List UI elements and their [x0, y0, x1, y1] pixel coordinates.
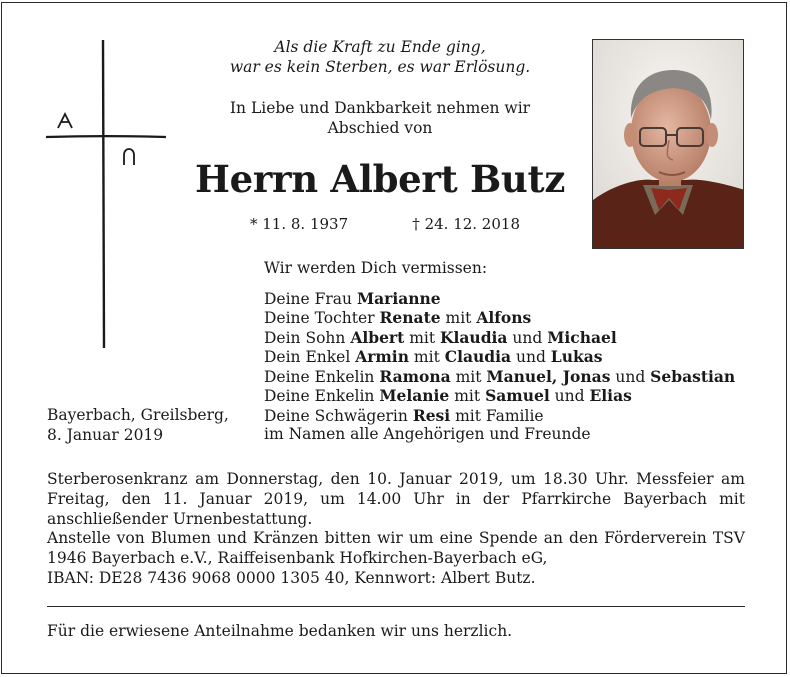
survivor-line: [264, 328, 735, 348]
survivor-name: Marianne: [356, 288, 441, 308]
memorial-verse: [180, 37, 580, 77]
place-and-date: [47, 405, 229, 445]
iban-text: IBAN: DE28 7436 9068 0000 1305 40, Kennwort: Albert Butz.: [47, 568, 536, 587]
survivor-line: [264, 347, 735, 367]
survivor-line: [264, 367, 735, 387]
rosary-and-funeral-text: Sterberosenkranz am Donnerstag, den 10. Januar 2019, um 18.30 Uhr. Messfeier am Freitag, den 11. Januar 2019, um 14.00 Uhr in der Pfarrkirche Bayerbach mit anschließender Urnenbestattung.: [47, 470, 745, 528]
survivor-name: Manuel, Jonas: [486, 366, 611, 386]
survivor-relation-text: Deine Tochter: [264, 309, 380, 327]
survivor-relation-text: mit: [450, 367, 487, 386]
intro-line-1: In Liebe und Dankbarkeit nehmen wir: [229, 99, 531, 117]
survivor-relation-text: und: [610, 367, 651, 386]
survivor-line: [264, 308, 735, 328]
survivor-name: Armin: [355, 347, 409, 366]
thanks-note: Für die erwiesene Anteilnahme bedanken wir uns herzlich.: [47, 622, 513, 640]
survivor-name: Klaudia: [440, 327, 508, 347]
survivors-list: [264, 259, 735, 445]
survivor-name: Lukas: [550, 347, 603, 366]
survivor-name: Renate: [379, 308, 441, 327]
cross-horizontal-stroke: [46, 136, 166, 137]
survivor-relation-text: und: [507, 328, 548, 347]
survivor-relation-text: im Namen alle Angehörigen und Freunde: [264, 425, 591, 443]
survivors-intro: Wir werden Dich vermissen:: [264, 259, 488, 277]
survivor-relation-text: Deine Enkelin: [264, 367, 380, 386]
divider-line: [47, 606, 745, 607]
survivor-name: Albert: [350, 327, 405, 347]
survivor-name: Melanie: [379, 386, 450, 405]
intro-line-2: Abschied von: [327, 119, 433, 137]
survivor-rows: [264, 289, 735, 445]
survivor-relation-text: Deine Frau: [264, 289, 357, 308]
alpha-icon: [58, 114, 72, 128]
survivor-relation-text: Deine Schwägerin: [264, 406, 413, 425]
survivor-relation-text: mit Familie: [450, 406, 544, 425]
survivor-relation-text: mit: [404, 328, 441, 347]
survivor-relation-text: Deine Enkelin: [264, 387, 380, 405]
survivor-relation-text: Dein Sohn: [264, 328, 351, 347]
survivor-relation-text: Dein Enkel: [264, 348, 356, 366]
survivor-name: Michael: [547, 327, 617, 347]
survivor-name: Claudia: [444, 347, 512, 366]
verse-line-2: war es kein Sterben, es war Erlösung.: [229, 58, 531, 76]
survivor-name: Ramona: [379, 366, 451, 386]
survivor-relation-text: mit: [440, 309, 477, 327]
cross-vertical-stroke: [103, 40, 104, 348]
survivor-name: Sebastian: [650, 366, 736, 386]
service-information: [47, 470, 745, 589]
verse-line-1: Als die Kraft zu Ende ging,: [274, 38, 486, 56]
survivor-line: [264, 406, 735, 426]
survivor-relation-text: und: [549, 387, 590, 405]
donation-text: Anstelle von Blumen und Kränzen bitten wir um eine Spende an den Förderverein TSV 1946 Bayerbach e.V., Raiffeisenbank Hofkirchen-Bayerbach eG,: [47, 529, 745, 568]
survivor-relation-text: und: [511, 348, 551, 366]
death-date: † 24. 12. 2018: [412, 215, 520, 233]
survivor-relation-text: mit: [408, 348, 445, 366]
birth-date: * 11. 8. 1937: [250, 215, 349, 233]
deceased-name: Herrn Albert Butz: [194, 157, 566, 201]
survivor-name: Alfons: [476, 308, 532, 327]
survivor-name: Samuel: [485, 386, 550, 405]
cross-symbol: [40, 38, 175, 358]
survivor-name: Elias: [589, 386, 632, 405]
place-location: Bayerbach, Greilsberg,: [47, 406, 229, 424]
survivor-line: [264, 425, 735, 445]
farewell-intro: [180, 98, 580, 138]
omega-icon: [124, 149, 134, 165]
life-dates: [250, 214, 520, 234]
survivor-name: Resi: [412, 405, 451, 425]
place-date: 8. Januar 2019: [47, 426, 164, 444]
survivor-line: [264, 289, 735, 309]
portrait-photo: [592, 39, 744, 249]
survivor-line: [264, 386, 735, 406]
survivor-relation-text: mit: [449, 387, 486, 405]
